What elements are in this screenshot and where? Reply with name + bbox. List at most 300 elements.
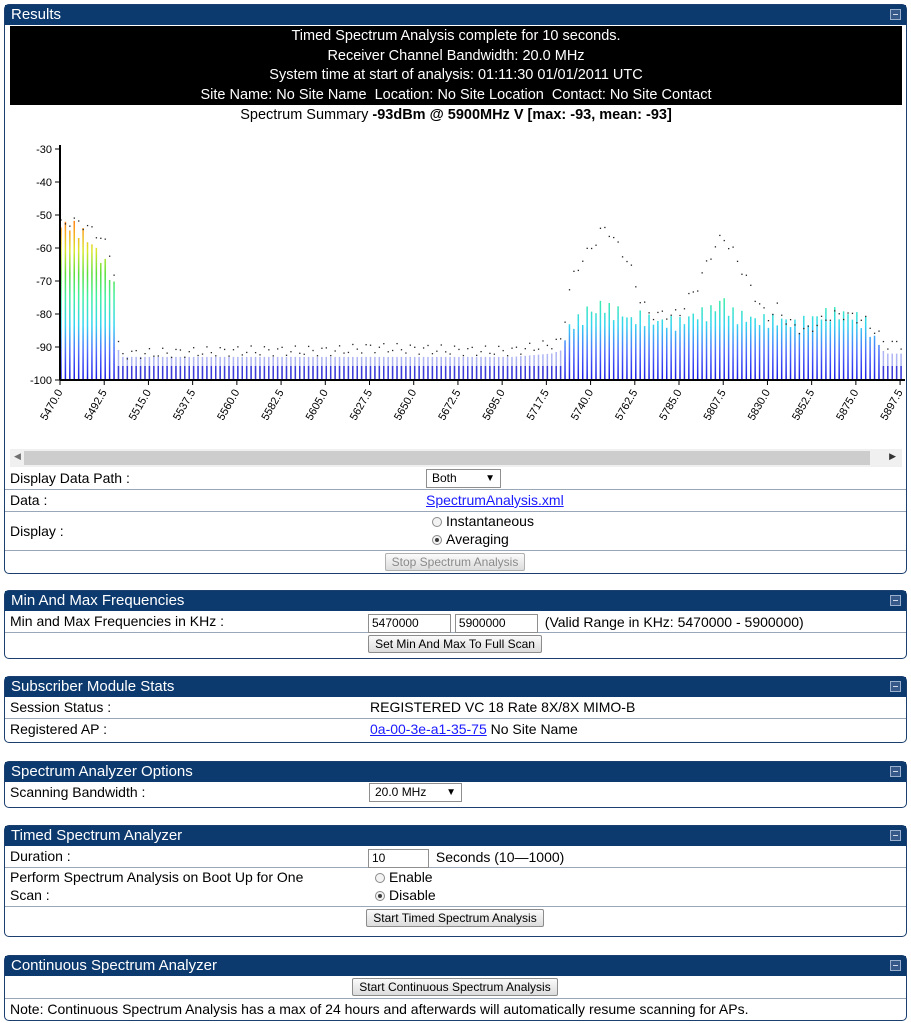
max-marker <box>361 352 362 353</box>
y-tick-label: -40 <box>36 177 52 189</box>
boot-scan-label-line: Perform Spectrum Analysis on Boot Up for One <box>10 869 304 885</box>
data-label: Data : <box>10 492 48 508</box>
max-marker <box>91 226 92 227</box>
session-status-value: REGISTERED VC 18 Rate 8X/8X MIMO-B <box>370 699 636 715</box>
max-marker <box>472 347 473 348</box>
max-marker <box>401 349 402 350</box>
display-data-path-value: Both <box>432 471 457 485</box>
max-marker <box>635 286 636 287</box>
boot-scan-label <box>10 868 303 904</box>
x-tick-label: 5762.5 <box>613 387 641 423</box>
max-marker <box>224 349 225 350</box>
max-marker <box>458 349 459 350</box>
max-marker <box>96 237 97 238</box>
timed-spectrum-analyzer-panel <box>4 825 907 937</box>
max-marker <box>870 328 871 329</box>
max-marker <box>100 238 101 239</box>
max-marker <box>414 347 415 348</box>
max-marker <box>166 352 167 353</box>
sm-stats-header <box>5 677 906 697</box>
max-marker <box>816 325 817 326</box>
max-marker <box>560 338 561 339</box>
registered-ap-site: No Site Name <box>486 721 578 737</box>
spectrum-xml-link[interactable]: SpectrumAnalysis.xml <box>426 492 564 508</box>
radio-label: Enable <box>389 869 433 885</box>
max-marker <box>82 229 83 230</box>
max-marker <box>520 354 521 355</box>
max-marker <box>671 315 672 316</box>
max-marker <box>578 270 579 271</box>
subscriber-module-stats-panel <box>4 676 907 743</box>
scroll-thumb[interactable] <box>24 451 870 465</box>
x-tick-label: 5740.0 <box>568 387 597 423</box>
max-marker <box>591 248 592 249</box>
max-marker <box>220 347 221 348</box>
max-marker <box>136 350 137 351</box>
spectrum-summary <box>10 105 902 125</box>
banner-line: Timed Spectrum Analysis complete for 10 seconds. <box>291 28 621 44</box>
boot-scan-label-line: Scan : <box>10 887 50 903</box>
duration-label: Duration : <box>10 848 71 864</box>
max-marker <box>432 353 433 354</box>
max-marker <box>724 240 725 241</box>
max-marker <box>507 355 508 356</box>
radio-circle-selected[interactable] <box>432 535 442 545</box>
duration-input[interactable]: 10 <box>368 849 429 868</box>
max-marker <box>609 236 610 237</box>
max-marker <box>295 345 296 346</box>
session-status-label: Session Status : <box>10 699 112 715</box>
max-marker <box>631 265 632 266</box>
y-tick-label: -60 <box>36 243 52 255</box>
x-tick-label: 5627.5 <box>347 387 376 423</box>
max-marker <box>379 347 380 348</box>
max-marker <box>202 353 203 354</box>
max-marker <box>861 320 862 321</box>
max-marker <box>564 322 565 323</box>
duration-note: Seconds (10—1000) <box>435 849 565 865</box>
max-marker <box>755 301 756 302</box>
max-marker <box>600 228 601 229</box>
max-marker <box>573 271 574 272</box>
max-marker <box>370 345 371 346</box>
max-marker <box>317 355 318 356</box>
banner-line: Site Name: No Site Name Location: No Site Location Contact: No Site Contact <box>200 86 712 103</box>
max-marker <box>688 293 689 294</box>
max-marker <box>180 349 181 350</box>
max-marker <box>675 309 676 310</box>
max-marker <box>684 308 685 309</box>
max-marker <box>644 301 645 302</box>
max-marker <box>834 310 835 311</box>
max-marker <box>286 355 287 356</box>
max-marker <box>485 345 486 346</box>
max-marker <box>339 345 340 346</box>
max-marker <box>706 260 707 261</box>
max-marker <box>321 348 322 349</box>
dropdown-arrow-icon: ▼ <box>485 473 495 484</box>
timed-header <box>5 826 906 846</box>
x-tick-label: 5807.5 <box>701 387 729 423</box>
valid-range-note: (Valid Range in KHz: 5470000 - 5900000) <box>544 614 804 630</box>
max-marker <box>246 352 247 353</box>
collapse-icon[interactable] <box>890 595 901 606</box>
max-marker <box>582 261 583 262</box>
collapse-icon[interactable] <box>890 830 901 841</box>
radio-instantaneous[interactable] <box>432 512 534 530</box>
stop-spectrum-analysis-button[interactable]: Stop Spectrum Analysis <box>385 553 526 571</box>
max-marker <box>449 353 450 354</box>
max-marker <box>242 354 243 355</box>
x-tick-label: 5537.5 <box>171 387 199 423</box>
scroll-left-icon[interactable]: ◀ <box>14 451 21 461</box>
max-marker <box>666 318 667 319</box>
max-marker <box>312 350 313 351</box>
max-marker <box>498 346 499 347</box>
x-tick-label: 5470.0 <box>38 387 66 423</box>
collapse-icon[interactable] <box>890 681 901 692</box>
x-tick-label: 5852.5 <box>790 387 818 423</box>
max-marker <box>525 348 526 349</box>
y-tick-label: -80 <box>36 309 52 321</box>
max-marker <box>763 307 764 308</box>
max-marker <box>131 351 132 352</box>
radio-averaging[interactable] <box>432 530 534 548</box>
min-max-row <box>5 611 906 633</box>
max-marker <box>657 312 658 313</box>
max-marker <box>74 217 75 218</box>
max-marker <box>467 348 468 349</box>
banner-line: Receiver Channel Bandwidth: 20.0 MHz <box>327 47 585 64</box>
options-title: Spectrum Analyzer Options <box>11 763 193 780</box>
max-marker <box>808 326 809 327</box>
max-marker <box>746 275 747 276</box>
x-tick-label: 5515.0 <box>126 387 155 423</box>
spectrum-chart <box>10 125 906 448</box>
max-marker <box>511 348 512 349</box>
x-tick-label: 5605.0 <box>303 387 331 423</box>
x-tick-label: 5695.0 <box>480 387 508 423</box>
max-marker <box>728 248 729 249</box>
max-marker <box>281 347 282 348</box>
max-marker <box>900 348 901 349</box>
max-marker <box>750 285 751 286</box>
collapse-icon[interactable] <box>890 766 901 777</box>
max-marker <box>790 319 791 320</box>
min-max-header <box>5 591 906 611</box>
max-marker <box>547 345 548 346</box>
max-marker <box>538 349 539 350</box>
spectrum-analyzer-options-panel <box>4 761 907 808</box>
x-tick-label: 5560.0 <box>215 387 243 423</box>
max-marker <box>171 357 172 358</box>
radio-circle[interactable] <box>432 517 442 527</box>
max-marker <box>215 355 216 356</box>
max-marker <box>533 350 534 351</box>
radio-label: Averaging <box>446 531 509 547</box>
max-marker <box>357 349 358 350</box>
x-tick-label: 5492.5 <box>82 387 110 423</box>
continuous-spectrum-analyzer-panel <box>4 955 907 1021</box>
registered-ap-link[interactable]: 0a-00-3e-a1-35-75 <box>370 721 487 737</box>
max-marker <box>228 355 229 356</box>
max-marker <box>193 347 194 348</box>
boot-scan-row <box>5 868 906 907</box>
max-marker <box>622 256 623 257</box>
start-continuous-analysis-button[interactable]: Start Continuous Spectrum Analysis <box>352 978 557 996</box>
radio-circle-selected[interactable] <box>375 891 385 901</box>
chart-bars <box>61 221 901 380</box>
max-marker <box>489 353 490 354</box>
data-row <box>5 490 906 512</box>
horizontal-scrollbar[interactable] <box>10 449 902 467</box>
chart-axes <box>30 144 906 423</box>
analysis-banner <box>10 26 902 105</box>
max-marker <box>396 343 397 344</box>
max-marker <box>626 261 627 262</box>
max-marker <box>299 353 300 354</box>
max-marker <box>812 331 813 332</box>
max-marker <box>118 341 119 342</box>
max-marker <box>781 315 782 316</box>
max-marker <box>184 357 185 358</box>
max-marker <box>892 341 893 342</box>
max-marker <box>617 241 618 242</box>
max-marker <box>653 319 654 320</box>
max-marker <box>105 238 106 239</box>
results-title: Results <box>11 6 62 23</box>
max-marker <box>865 316 866 317</box>
registered-ap-label: Registered AP : <box>10 721 108 737</box>
max-marker <box>732 246 733 247</box>
min-max-label: Min and Max Frequencies in KHz : <box>10 613 224 629</box>
max-marker <box>693 291 694 292</box>
banner-line: System time at start of analysis: 01:11:30 01/01/2011 UTC <box>269 67 643 83</box>
max-marker <box>423 347 424 348</box>
max-marker <box>153 356 154 357</box>
max-marker <box>87 225 88 226</box>
max-marker <box>233 349 234 350</box>
collapse-icon[interactable] <box>890 9 901 20</box>
max-marker <box>290 351 291 352</box>
max-marker <box>613 237 614 238</box>
max-marker <box>144 353 145 354</box>
max-marker <box>759 303 760 304</box>
max-marker <box>839 313 840 314</box>
max-marker <box>852 313 853 314</box>
max-marker <box>268 349 269 350</box>
min-frequency-input[interactable]: 5470000 <box>368 614 451 633</box>
max-marker <box>251 345 252 346</box>
dropdown-arrow-icon: ▼ <box>446 787 456 798</box>
registered-ap-row <box>5 719 906 740</box>
x-tick-label: 5875.0 <box>834 387 862 423</box>
max-marker <box>587 248 588 249</box>
max-marker <box>480 351 481 352</box>
duration-row <box>5 846 906 868</box>
max-marker <box>277 348 278 349</box>
max-marker <box>162 348 163 349</box>
radio-disable[interactable] <box>375 886 436 904</box>
max-marker <box>494 354 495 355</box>
max-marker <box>445 351 446 352</box>
max-marker <box>149 348 150 349</box>
max-marker <box>189 351 190 352</box>
max-marker <box>410 345 411 346</box>
session-status-row <box>5 697 906 719</box>
max-marker <box>140 358 141 359</box>
radio-label: Instantaneous <box>446 513 534 529</box>
full-scan-row <box>5 633 906 654</box>
display-label: Display : <box>10 523 64 539</box>
max-marker <box>856 322 857 323</box>
chart-max-markers <box>60 217 901 359</box>
max-marker <box>830 320 831 321</box>
x-tick-label: 5672.5 <box>436 387 464 423</box>
start-continuous-row <box>5 976 906 999</box>
max-marker <box>365 344 366 345</box>
summary-label: Spectrum Summary <box>240 107 373 123</box>
max-marker <box>343 352 344 353</box>
max-marker <box>542 340 543 341</box>
max-marker <box>259 354 260 355</box>
scanning-bandwidth-label: Scanning Bandwidth : <box>10 784 146 800</box>
max-marker <box>896 341 897 342</box>
max-marker <box>383 343 384 344</box>
max-marker <box>65 223 66 224</box>
max-marker <box>335 350 336 351</box>
max-marker <box>352 344 353 345</box>
radio-label: Disable <box>389 887 436 903</box>
max-marker <box>405 352 406 353</box>
display-row <box>5 512 906 551</box>
max-marker <box>821 316 822 317</box>
max-marker <box>441 344 442 345</box>
max-marker <box>794 324 795 325</box>
max-marker <box>211 352 212 353</box>
max-marker <box>737 261 738 262</box>
max-marker <box>741 274 742 275</box>
max-marker <box>887 348 888 349</box>
max-marker <box>710 259 711 260</box>
x-tick-label: 5717.5 <box>524 387 552 423</box>
max-marker <box>662 311 663 312</box>
max-marker <box>715 246 716 247</box>
scanning-bandwidth-row <box>5 782 906 803</box>
max-marker <box>843 319 844 320</box>
max-marker <box>679 315 680 316</box>
radio-enable[interactable] <box>375 868 436 886</box>
max-marker <box>697 290 698 291</box>
boot-scan-radio-group <box>375 868 436 904</box>
max-marker <box>175 349 176 350</box>
scanning-bandwidth-select[interactable] <box>369 783 462 802</box>
max-marker <box>874 333 875 334</box>
max-marker <box>556 339 557 340</box>
max-marker <box>374 352 375 353</box>
max-marker <box>237 346 238 347</box>
max-marker <box>454 345 455 346</box>
max-marker <box>463 355 464 356</box>
max-marker <box>392 350 393 351</box>
timed-title: Timed Spectrum Analyzer <box>11 827 183 844</box>
start-timed-row <box>5 907 906 931</box>
max-marker <box>551 348 552 349</box>
max-marker <box>436 351 437 352</box>
max-marker <box>878 330 879 331</box>
set-full-scan-button[interactable]: Set Min And Max To Full Scan <box>368 635 542 653</box>
x-tick-label: 5830.0 <box>745 387 774 423</box>
continuous-note: Note: Continuous Spectrum Analysis has a max of 24 hours and afterwards will automatically resume scanning for APs. <box>10 1001 749 1017</box>
collapse-icon[interactable] <box>890 960 901 971</box>
max-marker <box>127 358 128 359</box>
max-marker <box>503 350 504 351</box>
max-marker <box>427 345 428 346</box>
max-marker <box>719 235 720 236</box>
max-marker <box>122 353 123 354</box>
max-marker <box>786 323 787 324</box>
scroll-right-icon[interactable]: ▶ <box>889 451 896 461</box>
max-marker <box>604 227 605 228</box>
start-timed-analysis-button[interactable]: Start Timed Spectrum Analysis <box>366 909 543 927</box>
summary-value: -93dBm @ 5900MHz V [max: -93, mean: -93] <box>372 107 672 123</box>
max-marker <box>847 312 848 313</box>
y-tick-label: -70 <box>36 276 52 288</box>
max-marker <box>264 346 265 347</box>
display-data-path-label: Display Data Path : <box>10 470 130 486</box>
max-marker <box>648 312 649 313</box>
max-marker <box>109 256 110 257</box>
radio-circle[interactable] <box>375 873 385 883</box>
max-marker <box>799 333 800 334</box>
x-tick-label: 5582.5 <box>259 387 287 423</box>
max-marker <box>69 226 70 227</box>
results-header <box>5 5 906 25</box>
continuous-header <box>5 956 906 976</box>
max-marker <box>158 355 159 356</box>
min-max-frequencies-panel <box>4 590 907 659</box>
results-panel <box>4 4 907 574</box>
max-marker <box>255 352 256 353</box>
y-tick-label: -100 <box>29 375 52 387</box>
max-marker <box>419 354 420 355</box>
max-marker <box>78 220 79 221</box>
continuous-title: Continuous Spectrum Analyzer <box>11 957 217 974</box>
max-marker <box>273 355 274 356</box>
y-tick-label: -30 <box>36 144 52 156</box>
max-marker <box>304 354 305 355</box>
max-marker <box>595 245 596 246</box>
sm-stats-title: Subscriber Module Stats <box>11 678 175 695</box>
max-frequency-input[interactable]: 5900000 <box>455 614 538 633</box>
max-marker <box>206 346 207 347</box>
display-data-path-select[interactable] <box>426 469 501 488</box>
max-marker <box>516 347 517 348</box>
max-marker <box>883 341 884 342</box>
max-marker <box>113 275 114 276</box>
max-marker <box>529 343 530 344</box>
max-marker <box>772 314 773 315</box>
x-tick-label: 5897.5 <box>878 387 906 423</box>
scanning-bandwidth-value: 20.0 MHz <box>375 785 427 799</box>
y-tick-label: -90 <box>36 342 52 354</box>
x-tick-label: 5785.0 <box>657 387 685 423</box>
max-marker <box>330 355 331 356</box>
display-radio-group <box>432 512 534 548</box>
display-data-path-row <box>5 468 906 490</box>
max-marker <box>569 289 570 290</box>
max-marker <box>768 320 769 321</box>
